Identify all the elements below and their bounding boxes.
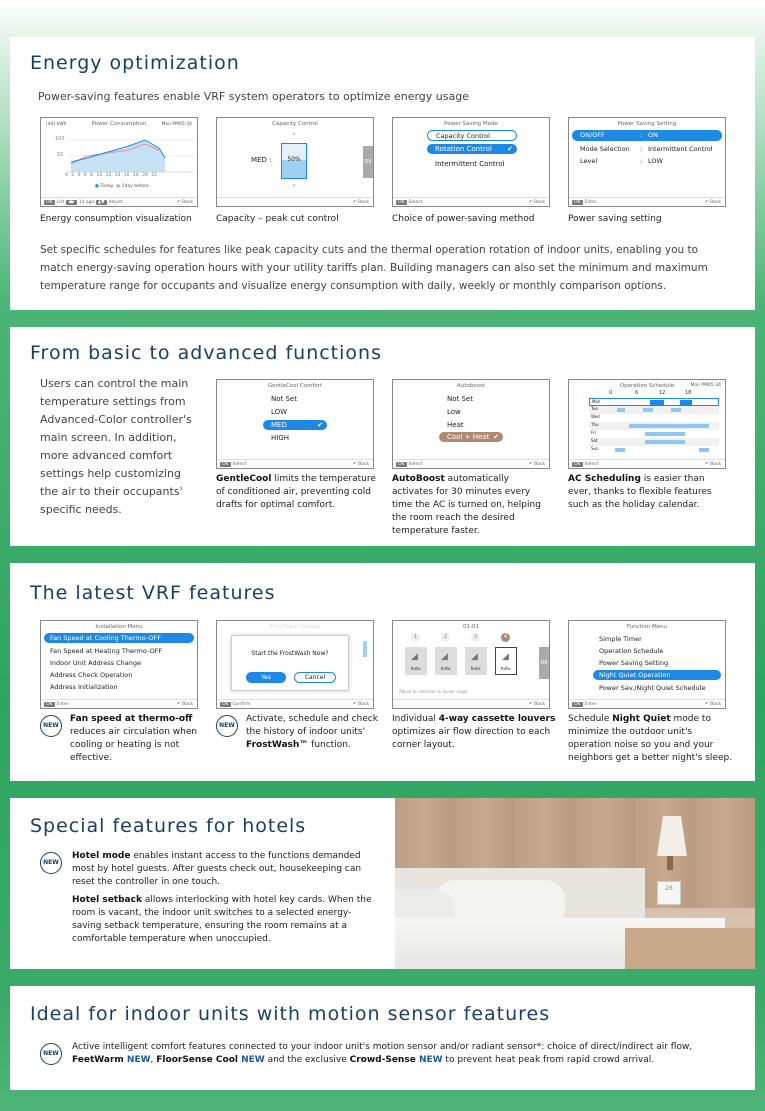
- gentlecool-option[interactable]: LOW: [271, 408, 288, 416]
- frostwash-caption: Activate, schedule and check the history of indoor units' FrostWash™ function.: [246, 714, 378, 750]
- screen-footer: OK Select ↶ Back: [393, 459, 549, 468]
- setting-row-mode[interactable]: Mode Selection : Intermittent Control: [580, 145, 713, 153]
- screen-footer: OK Enter ↶ Back: [569, 197, 725, 206]
- install-item[interactable]: Fan Speed at Heating Thermo-OFF: [50, 647, 163, 655]
- gentlecool-caption: GentleCool limits the temperature of conditioned air, preventing cold drafts for optimal comfort.: [216, 474, 376, 510]
- setting-screen: [568, 117, 726, 207]
- mode-option-intermittent[interactable]: Intermittent Control: [435, 160, 505, 168]
- louver-screen: [392, 620, 550, 709]
- capacity-screen: [216, 117, 374, 207]
- louver-num[interactable]: 1: [411, 633, 420, 642]
- screen-footer: OK Select ↶ Back: [393, 197, 549, 206]
- thermostat-icon: 26: [657, 881, 681, 905]
- hotel-setback-text: Hotel setback allows interlocking with hotel key cards. When the room is vacant, the indoor unit switches to a selected energy-saving setback temperature, ensuring the room remains at a comfortable temperature when unoccupied.: [72, 895, 372, 944]
- mode-screen: [392, 117, 550, 207]
- frostwash-screen: [216, 620, 374, 709]
- schedule-row-sat: Sat: [589, 438, 719, 446]
- screen-footer: ↶ Back: [393, 699, 549, 708]
- capacity-label: MED :: [251, 156, 272, 164]
- yes-button[interactable]: Yes: [246, 672, 286, 683]
- new-badge: NEW: [216, 715, 238, 737]
- install-item[interactable]: Address Initialization: [50, 683, 118, 691]
- consumption-screen: [40, 117, 198, 207]
- installation-header: Installation Menu: [95, 624, 143, 630]
- new-badge: NEW: [40, 852, 62, 874]
- caption-capacity: Capacity – peak cut control: [216, 214, 339, 224]
- energy-title: Energy optimization: [30, 52, 240, 74]
- louver-num[interactable]: 3: [471, 633, 480, 642]
- setting-header: Power Saving Setting: [617, 121, 677, 127]
- consumption-chart: [67, 136, 195, 178]
- install-item-selected[interactable]: Fan Speed at Cooling Thermo-OFF: [44, 633, 194, 643]
- y-tick-100: 100: [55, 136, 65, 142]
- function-item-selected[interactable]: Night Quiet Operation: [593, 670, 721, 680]
- hotels-section: [10, 798, 755, 969]
- louver-caption: Individual 4-way cassette louvers optimizes air flow direction to each corner layout.: [392, 714, 556, 750]
- date-label: Mon PM05:34: [690, 383, 721, 388]
- gentlecool-screen: [216, 379, 374, 469]
- ok-button[interactable]: OK: [363, 146, 373, 178]
- hotel-mode-text: Hotel mode enables instant access to the functions demanded most by hotel guests. After guests check out, housekeeping can reset the controller in one touch.: [72, 851, 362, 887]
- screen-footer: OK Confirm ↶ Back: [217, 699, 373, 708]
- functions-title: From basic to advanced functions: [30, 342, 382, 364]
- schedule-row-fri: Fri: [589, 430, 719, 438]
- autoboost-header: Autoboost: [456, 383, 485, 389]
- frostwash-header: FrostWash Setting: [270, 624, 320, 630]
- screen-footer: ↶ Back: [217, 197, 373, 206]
- function-header: Function Menu: [626, 624, 668, 630]
- capacity-header: Capacity Control: [272, 121, 318, 127]
- autoboost-option-selected[interactable]: Cool + Heat ✔: [439, 432, 503, 442]
- mode-header: Power Saving Mode: [444, 121, 498, 127]
- screen-footer: OK Select ↶ Back: [569, 459, 725, 468]
- autoboost-option[interactable]: Low: [447, 408, 461, 416]
- caption-setting: Power saving setting: [568, 214, 662, 224]
- scrollbar[interactable]: [363, 641, 367, 657]
- check-icon: ✔: [507, 145, 513, 153]
- louver-header: 01-01: [463, 624, 479, 630]
- setting-row-onoff[interactable]: ON/OFF : ON: [572, 130, 722, 141]
- schedule-grid[interactable]: [589, 398, 719, 454]
- louver-num-selected[interactable]: 4: [501, 633, 510, 642]
- louver-hint: Adjust air direction & louver angle.: [399, 689, 469, 694]
- gentlecool-option[interactable]: HIGH: [271, 434, 290, 442]
- y-tick-50: 50: [57, 152, 64, 158]
- function-item[interactable]: Power Sav./Night Quiet Schedule: [599, 684, 706, 692]
- louver-num[interactable]: 2: [441, 633, 450, 642]
- schedule-row-sun: Sun: [589, 446, 719, 454]
- schedule-header: Operation Schedule: [619, 383, 675, 389]
- ok-button[interactable]: OK: [539, 647, 549, 679]
- cancel-button[interactable]: Cancel: [294, 672, 336, 683]
- louver-icon: ◢: [441, 652, 448, 662]
- frostwash-question: Start the FrostWash Now?: [251, 650, 329, 657]
- function-item[interactable]: Simple Timer: [599, 635, 642, 643]
- installation-screen: [40, 620, 198, 709]
- hotels-title: Special features for hotels: [30, 815, 307, 837]
- autoboost-screen: [392, 379, 550, 469]
- legend: ● Today ● 1day before: [95, 184, 149, 189]
- vrf-title: The latest VRF features: [30, 582, 276, 604]
- energy-subtitle: Power-saving features enable VRF system operators to optimize energy usage: [38, 90, 469, 103]
- fanspeed-caption: Fan speed at thermo-off reduces air circulation when cooling or heating is not effective.: [70, 714, 198, 763]
- autoboost-option[interactable]: Not Set: [447, 395, 473, 403]
- frostwash-dialog: [231, 635, 349, 691]
- check-icon: ✔: [317, 421, 323, 429]
- functions-intro: Users can control the main temperature settings from Advanced-Color controller's main screen. In addition, more advanced comfort settings help customizing the air to their occupants' specific needs.: [40, 377, 192, 516]
- energy-paragraph: Set specific schedules for features like peak capacity cuts and the thermal operation rotation of indoor units, enabling you to match energy-saving operation hours with your utility tariffs plan. Building managers can also set the minimum and maximum temperature range for occupants and visualize energy consumption with daily, weekly or monthly comparison options.: [40, 244, 708, 292]
- screen-footer: OK Enter ↶ Back: [41, 699, 197, 708]
- louver-icon: ◢: [411, 652, 418, 662]
- x-ticks: 0 2 4 6 8 10 12 14 16 18 20 22: [65, 173, 158, 178]
- function-item[interactable]: Operation Schedule: [599, 647, 664, 655]
- louver-tile-selected[interactable]: ◢ Indv.: [495, 647, 517, 675]
- louver-tile[interactable]: ◢ Indv.: [465, 647, 487, 675]
- new-badge: NEW: [40, 1043, 62, 1065]
- gentlecool-header: GentleCool Comfort: [267, 383, 323, 389]
- gentlecool-option[interactable]: Not Set: [271, 395, 297, 403]
- schedule-row-mon: Mon: [589, 398, 719, 406]
- vrf-section: [10, 563, 755, 781]
- setting-row-level[interactable]: Level : LOW: [580, 157, 663, 165]
- autoboost-caption: AutoBoost automatically activates for 30 minutes every time the AC is turned on, helping the room reach the desired temperature faster.: [392, 474, 541, 536]
- unit-label: [dd] kWh: [46, 122, 67, 127]
- autoboost-option[interactable]: Heat: [447, 421, 464, 429]
- mode-option-capacity[interactable]: Capacity Control: [427, 130, 517, 141]
- schedule-row-thu: Thu: [589, 422, 719, 430]
- functions-section: [10, 327, 755, 546]
- capacity-gauge[interactable]: [281, 143, 307, 179]
- screen-footer: OK Enter ↶ Back: [569, 699, 725, 708]
- check-icon: ✔: [493, 433, 499, 441]
- schedule-row-wed: Wed: [591, 414, 600, 419]
- energy-section: [10, 37, 755, 310]
- capacity-value: 50%: [287, 156, 301, 163]
- nightstand: [625, 928, 755, 969]
- louver-icon: ◢: [502, 652, 509, 662]
- schedule-caption: AC Scheduling is easier than ever, thanks to flexible features such as the holiday calendar.: [568, 474, 712, 510]
- schedule-row-tue: Tue: [589, 406, 719, 414]
- consumption-header: Power Consumption: [91, 121, 147, 127]
- caption-mode: Choice of power-saving method: [392, 214, 535, 224]
- louver-tile[interactable]: ◢ Indv.: [405, 647, 427, 675]
- install-item[interactable]: Indoor Unit Address Change: [50, 659, 141, 667]
- mode-option-rotation[interactable]: Rotation Control ✔: [427, 144, 517, 154]
- hotel-room-image: [395, 798, 755, 969]
- motion-text: Active intelligent comfort features connected to your indoor unit's motion sensor and/or radiant sensor*: choice of direct/indirect air flow, FeetWarm NEW, FloorSense Cool NEW and the exclusive Crowd-Sense NEW to prevent heat peak from rapid crowd arrival.: [72, 1042, 693, 1065]
- motion-section: [10, 986, 755, 1090]
- caption-consumption: Energy consumption visualization: [40, 214, 192, 224]
- motion-title: Ideal for indoor units with motion sensor features: [30, 1003, 551, 1025]
- chevron-up-icon[interactable]: ⌃: [291, 132, 297, 140]
- date-label: Mon PM05:34: [161, 122, 192, 127]
- schedule-screen: Operation Schedule Mon PM05:34 0 6 12 18 Mon Tue Wed Thu Fri Sat Sun OK Select ↶ Back: [568, 379, 726, 469]
- lamp-arm: [667, 856, 673, 870]
- louver-icon: ◢: [471, 652, 478, 662]
- screen-footer: OK Select ↶ Back: [217, 459, 373, 468]
- nightquiet-caption: Schedule Night Quiet mode to minimize the outdoor unit's operation noise so you and your neighbors get a better night's sleep.: [568, 714, 733, 763]
- new-badge: NEW: [40, 715, 62, 737]
- screen-footer: OK List ◀▶ 1d ago ▲▼ Adjust ↶ Back: [41, 197, 197, 206]
- function-item[interactable]: Power Saving Setting: [599, 659, 669, 667]
- chevron-down-icon[interactable]: ⌄: [291, 180, 297, 188]
- function-menu-screen: [568, 620, 726, 709]
- louver-tile[interactable]: ◢ Indv.: [435, 647, 457, 675]
- gentlecool-option-selected[interactable]: MED ✔: [263, 420, 327, 430]
- install-item[interactable]: Address Check Operation: [50, 671, 133, 679]
